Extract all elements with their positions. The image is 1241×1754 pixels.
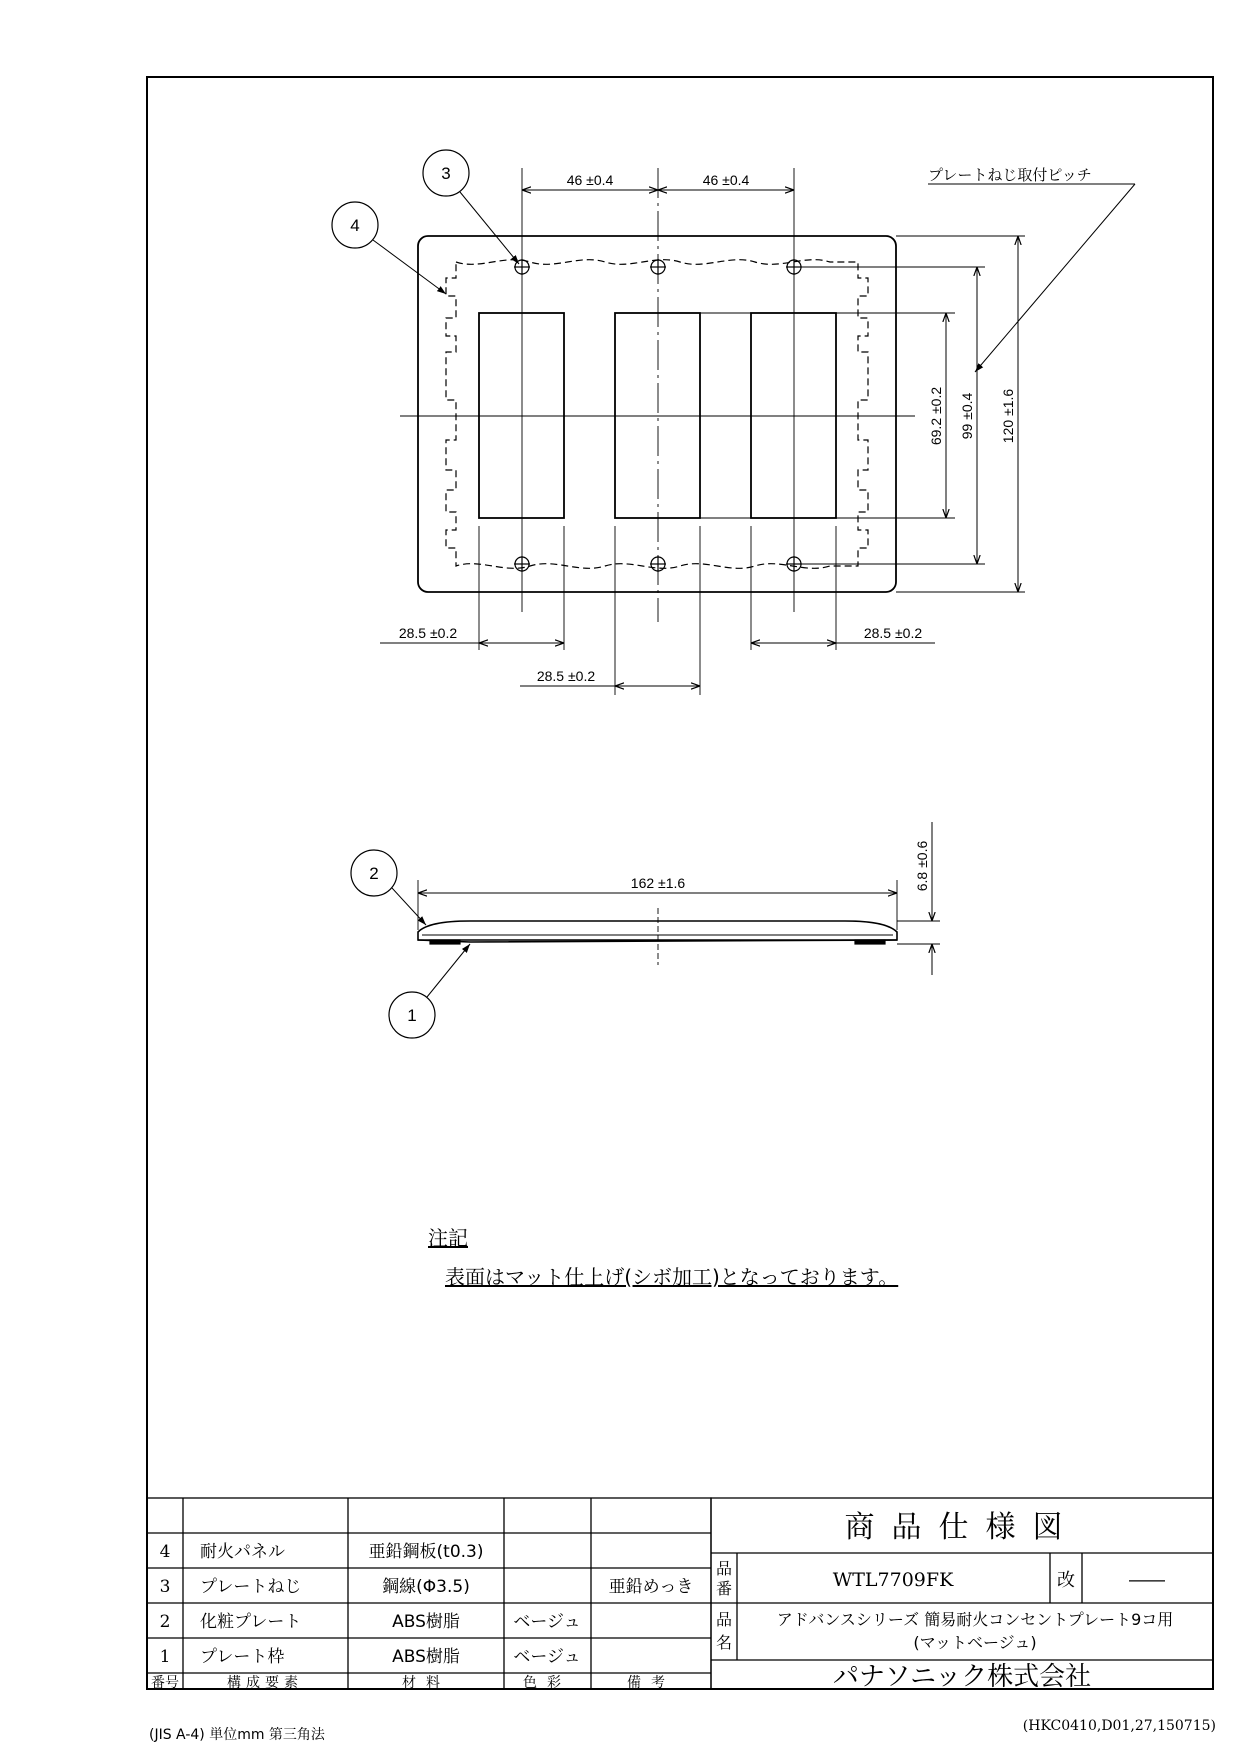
parts-table-text bbox=[160, 1542, 694, 1667]
row3-remarks: 亜鉛めっき bbox=[608, 1577, 694, 1597]
row1-color: ベージュ bbox=[513, 1647, 581, 1667]
side-view-labels bbox=[369, 841, 930, 1025]
row1-material: ABS樹脂 bbox=[392, 1647, 460, 1667]
balloon-2-label: 2 bbox=[369, 864, 379, 883]
row1-no: 1 bbox=[159, 1647, 171, 1667]
dim-opening-center: 28.5 ±0.2 bbox=[536, 668, 596, 684]
row4-part: 耐火パネル bbox=[200, 1542, 285, 1562]
screw-bottom-2 bbox=[650, 556, 666, 572]
model-number: WTL7709FK bbox=[832, 1569, 954, 1591]
header-material: 材料 bbox=[402, 1675, 450, 1691]
screw-bottom-3 bbox=[786, 556, 802, 572]
dim-width: 162 ±1.6 bbox=[630, 875, 686, 891]
row2-no: 2 bbox=[159, 1612, 171, 1632]
side-profile bbox=[418, 921, 897, 942]
dim-opening-right: 28.5 ±0.2 bbox=[863, 625, 923, 641]
header-remarks: 備考 bbox=[627, 1675, 675, 1691]
pitch-leader-label: プレートねじ取付ピッチ bbox=[928, 166, 1092, 184]
row4-no: 4 bbox=[159, 1542, 171, 1562]
dim-opening-left: 28.5 ±0.2 bbox=[398, 625, 458, 641]
dim-pitch-right: 46 ±0.4 bbox=[702, 172, 750, 188]
row2-color: ベージュ bbox=[513, 1612, 581, 1632]
balloon-3-label: 3 bbox=[441, 164, 451, 183]
fire-panel-outline bbox=[446, 260, 868, 569]
opening-2 bbox=[615, 313, 700, 518]
rev-value: ―― bbox=[1129, 1570, 1165, 1591]
dim-plate-height: 120 ±1.6 bbox=[1000, 388, 1016, 444]
rev-label: 改 bbox=[1057, 1570, 1075, 1591]
screw-bottom-1 bbox=[514, 556, 530, 572]
footer-left: (JIS A-4) 単位mm 第三角法 bbox=[149, 1727, 325, 1743]
side-view bbox=[351, 822, 940, 1038]
dim-screw-pitch: 99 ±0.4 bbox=[959, 392, 975, 440]
hinmei-label-2: 名 bbox=[715, 1633, 733, 1652]
header-no: 番号 bbox=[151, 1675, 179, 1691]
balloon-4-label: 4 bbox=[350, 216, 360, 235]
company-name: パナソニック株式会社 bbox=[832, 1662, 1092, 1692]
header-part: 構成要素 bbox=[227, 1675, 303, 1691]
drawing-title: 商品仕様図 bbox=[844, 1510, 1080, 1545]
hinmei-label-1: 品 bbox=[715, 1610, 733, 1629]
plate-outline bbox=[418, 236, 896, 592]
row2-part: 化粧プレート bbox=[200, 1612, 302, 1632]
hinban-label-1: 品 bbox=[715, 1559, 733, 1578]
product-name-line1: アドバンスシリーズ 簡易耐火コンセントプレート9コ用 bbox=[776, 1610, 1174, 1629]
row1-part: プレート枠 bbox=[200, 1647, 285, 1667]
footer-right: (HKC0410,D01,27,150715) bbox=[1022, 1718, 1216, 1734]
header-color: 色彩 bbox=[523, 1675, 571, 1691]
notes-heading: 注記 bbox=[428, 1226, 468, 1250]
row3-no: 3 bbox=[159, 1577, 171, 1597]
opening-1 bbox=[479, 313, 564, 518]
title-block-text bbox=[716, 1510, 1173, 1692]
front-view-labels bbox=[350, 164, 1092, 684]
hinban-label-2: 番 bbox=[715, 1579, 733, 1598]
balloon-1-label: 1 bbox=[407, 1006, 417, 1025]
dim-pitch-left: 46 ±0.4 bbox=[566, 172, 614, 188]
dim-thickness: 6.8 ±0.6 bbox=[914, 840, 930, 892]
dim-opening-height: 69.2 ±0.2 bbox=[928, 386, 944, 446]
row3-part: プレートねじ bbox=[200, 1577, 302, 1597]
product-name-line2: (マットベージュ) bbox=[913, 1633, 1037, 1652]
notes-line1: 表面はマット仕上げ(シボ加工)となっております。 bbox=[445, 1265, 899, 1289]
row4-material: 亜鉛鋼板(t0.3) bbox=[368, 1542, 484, 1562]
row3-material: 鋼線(Φ3.5) bbox=[382, 1577, 470, 1597]
row2-material: ABS樹脂 bbox=[392, 1612, 460, 1632]
opening-3 bbox=[751, 313, 836, 518]
screw-top-2 bbox=[650, 259, 666, 275]
